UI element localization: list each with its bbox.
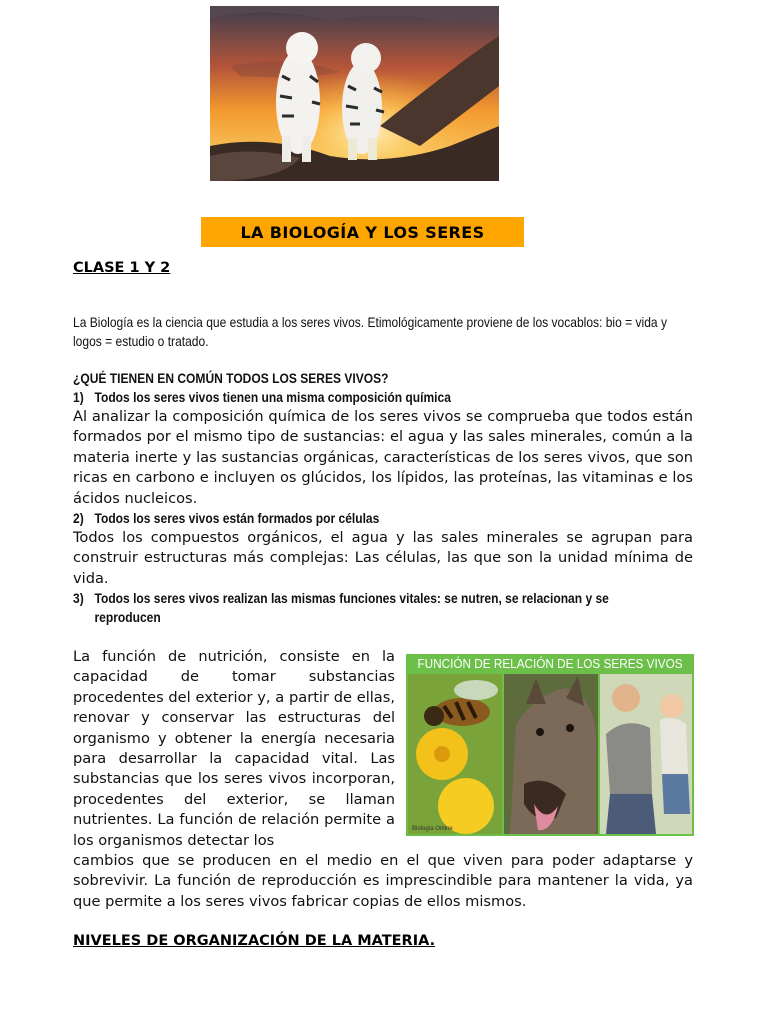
white-tigers-photo <box>210 6 499 181</box>
item-number: 1) <box>73 389 84 405</box>
numbered-item-2 <box>73 509 675 528</box>
page-title: LA BIOLOGÍA Y LOS SERES <box>240 222 485 242</box>
paragraph-functions-wrapped: La función de nutrición, consiste en la capacidad de tomar substancias procedentes del exterior y, a partir de ellas, renovar y conservar las estructuras del organismo y obtener la energía necesaria para desarrollar la capacidad vital. Las substancias que los seres vivos incorporan, procedentes del exterior, se llaman nutrientes. La función de relación permite a los organismos detectar los <box>73 648 395 849</box>
paragraph-cells: Todos los compuestos orgánicos, el agua y las sales minerales se agrupan para construir estructuras más complejas: Las células, las que son la unidad mínima de vida. <box>73 529 693 587</box>
relation-credit: Biología Online <box>412 826 453 832</box>
item-title: Todos los seres vivos tienen una misma composición química <box>94 389 451 405</box>
wolf-photo <box>504 674 598 834</box>
relation-header: FUNCIÓN DE RELACIÓN DE LOS SERES VIVOS <box>406 654 694 674</box>
father-and-child-photo <box>600 674 692 834</box>
section-heading: NIVELES DE ORGANIZACIÓN DE LA MATERIA. <box>73 933 436 949</box>
paragraph-functions-continued: cambios que se producen en el medio en el que viven para poder adaptarse y sobrevivir. La función de reproducción es imprescindible para mantener la vida, ya que permite a los seres vivos fabricar copias de ellos mismos. <box>73 852 693 910</box>
item-title: Todos los seres vivos realizan las mismas funciones vitales: se nutren, se relacionan y se <box>94 590 609 606</box>
item-title-continuation: reproducen <box>94 609 161 625</box>
class-subtitle: CLASE 1 Y 2 <box>73 260 171 276</box>
item-title: Todos los seres vivos están formados por células <box>94 510 380 526</box>
item-number: 3) <box>73 590 84 606</box>
question-heading: ¿QUÉ TIENEN EN COMÚN TODOS LOS SERES VIVOS? <box>73 370 389 386</box>
title-banner <box>201 217 524 247</box>
item-number: 2) <box>73 510 84 526</box>
bee-on-flower-photo <box>408 674 502 834</box>
relation-functions-image <box>406 654 694 836</box>
paragraph-composition: Al analizar la composición química de los seres vivos se comprueba que todos están formados por el mismo tipo de sustancias: el agua y las sales minerales, común a la materia inerte y las sustancias orgánicas, características de los seres vivos, que son ricas en carbono e incluyen os glúcidos, los lípidos, las proteínas, las vitaminas e los ácidos nucleicos. <box>73 408 693 507</box>
intro-paragraph: La Biología es la ciencia que estudia a los seres vivos. Etimológicamente proviene de los vocablos: bio = vida y logos = estudio o tratado. <box>73 314 667 349</box>
numbered-item-1 <box>73 388 675 407</box>
numbered-item-3 <box>73 589 675 627</box>
